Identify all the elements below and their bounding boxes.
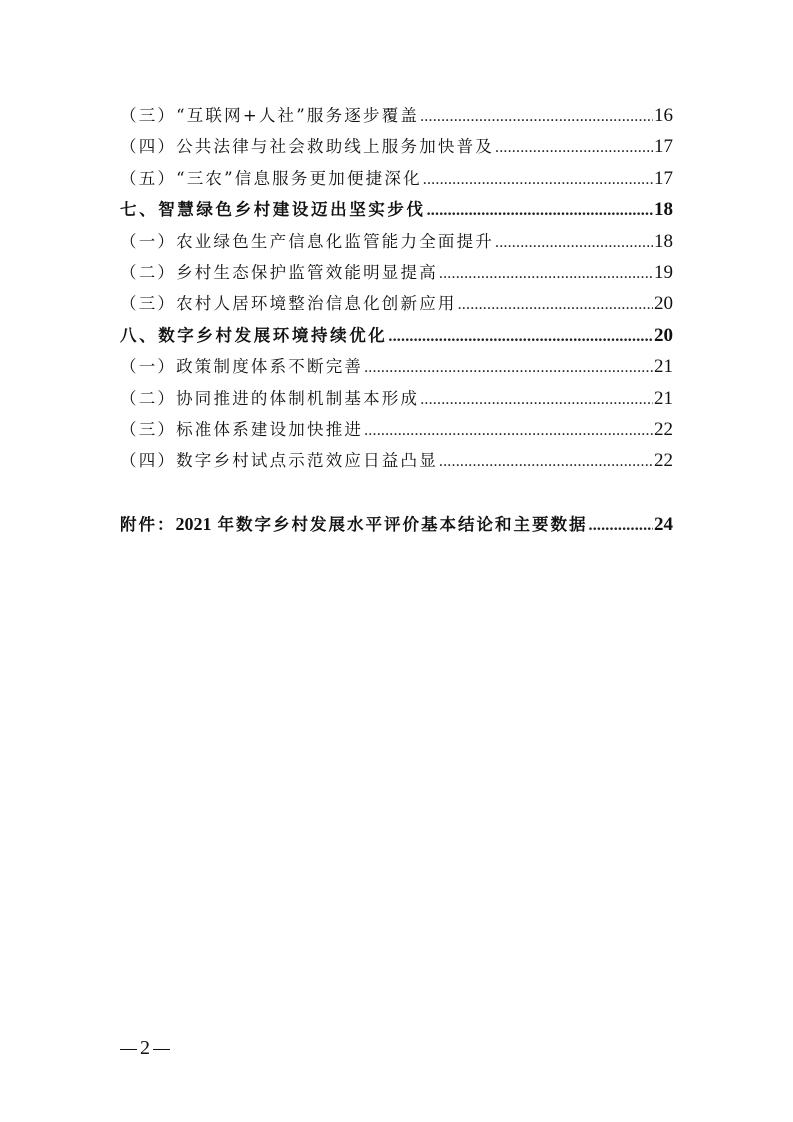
dot-leader [495, 132, 653, 163]
dot-leader [420, 101, 653, 132]
dot-leader [388, 321, 653, 352]
toc-entry[interactable] [120, 414, 673, 445]
toc-appendix-page: 24 [654, 513, 673, 535]
toc-entry[interactable] [120, 100, 673, 131]
dot-leader [364, 415, 653, 446]
toc-chapter-title: 八、数字乡村发展环境持续优化 [120, 325, 388, 345]
toc-entry-title: （二）协同推进的体制机制基本形成 [120, 388, 420, 408]
dot-leader [364, 352, 653, 383]
toc-entry-title: （二）乡村生态保护监管效能明显提高 [120, 262, 438, 282]
page-footer [120, 1037, 170, 1060]
toc-entry-page: 17 [654, 167, 673, 189]
appendix-prefix: 附件： [120, 514, 176, 534]
toc-entry-page: 19 [654, 261, 673, 283]
toc-entry[interactable] [120, 445, 673, 476]
toc-entry-page: 22 [654, 418, 673, 440]
toc-chapter-page: 20 [654, 324, 673, 346]
toc-chapter-page: 18 [654, 199, 673, 221]
page-number: 2 [140, 1037, 150, 1059]
appendix-title-text: 年数字乡村发展水平评价基本结论和主要数据 [217, 514, 588, 534]
toc-entry[interactable] [120, 351, 673, 382]
dot-leader [420, 384, 653, 415]
toc-entry[interactable] [120, 163, 673, 194]
toc-chapter-entry[interactable] [120, 194, 673, 225]
toc-entry-title: （三）“互联网+人社”服务逐步覆盖 [120, 106, 420, 125]
dot-leader [423, 164, 653, 195]
toc-entry[interactable] [120, 226, 673, 257]
toc-entry[interactable] [120, 383, 673, 414]
toc-entry[interactable] [120, 131, 673, 162]
toc-chapter-entry[interactable] [120, 320, 673, 351]
dot-leader [458, 289, 653, 320]
table-of-contents [120, 100, 673, 540]
toc-entry-title: （四）公共法律与社会救助线上服务加快普及 [120, 137, 494, 157]
toc-entry[interactable] [120, 288, 673, 319]
toc-entry-page: 17 [654, 136, 673, 158]
toc-entry-title: （三）农村人居环境整治信息化创新应用 [120, 294, 457, 314]
toc-entry-title: （五）“三农”信息服务更加便捷深化 [120, 168, 422, 188]
toc-entry-page: 20 [654, 293, 673, 315]
toc-entry-title: （三）标准体系建设加快推进 [120, 419, 364, 439]
em-dash-left [120, 1049, 137, 1050]
dot-leader [427, 195, 653, 226]
toc-chapter-title: 七、智慧绿色乡村建设迈出坚实步伐 [120, 200, 426, 220]
toc-appendix-entry[interactable] [120, 509, 673, 540]
toc-entry-page: 18 [654, 230, 673, 252]
toc-entry-title: （一）农业绿色生产信息化监管能力全面提升 [120, 231, 494, 251]
toc-entry-title: （一）政策制度体系不断完善 [120, 357, 364, 377]
toc-entry-page: 21 [654, 387, 673, 409]
toc-entry-page: 21 [654, 356, 673, 378]
dot-leader [495, 227, 653, 258]
em-dash-right [153, 1049, 170, 1050]
dot-leader [439, 258, 653, 289]
appendix-year: 2021 [175, 513, 212, 534]
toc-entry-title: （四）数字乡村试点示范效应日益凸显 [120, 451, 438, 471]
toc-entry-page: 16 [654, 105, 673, 126]
dot-leader [439, 446, 653, 477]
toc-entry-page: 22 [654, 450, 673, 472]
toc-appendix-title [120, 509, 588, 540]
toc-entry[interactable] [120, 257, 673, 288]
dot-leader [589, 510, 654, 541]
